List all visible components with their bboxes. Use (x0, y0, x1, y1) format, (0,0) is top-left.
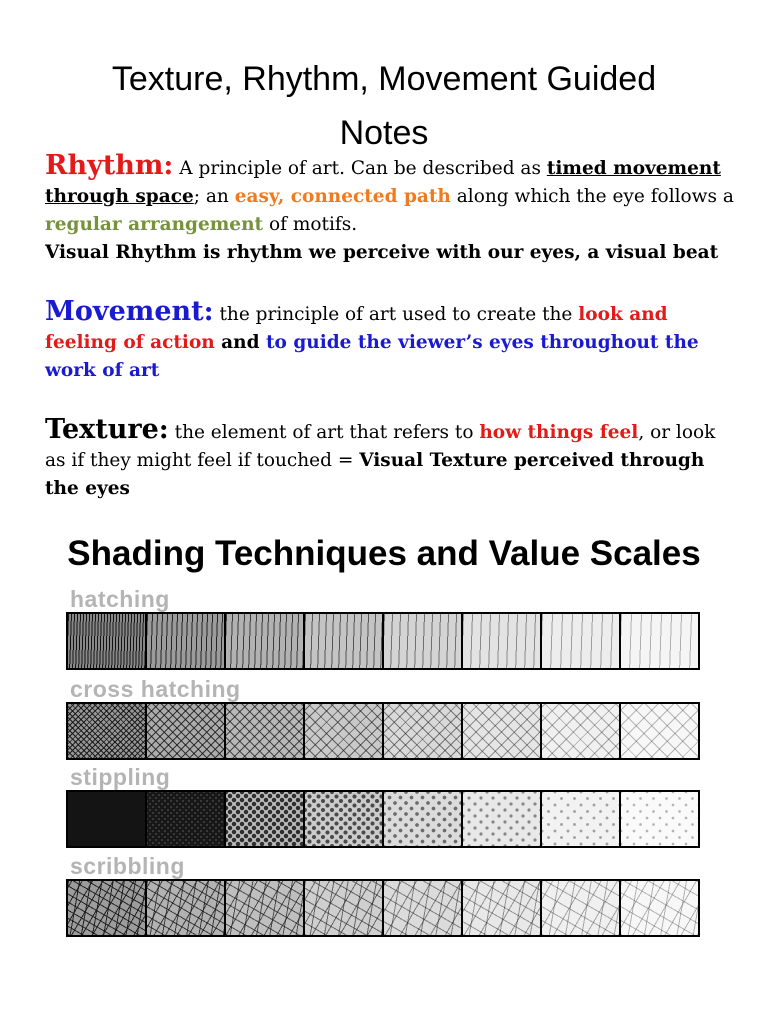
value-swatch (305, 792, 384, 846)
value-swatch (384, 614, 463, 668)
rhythm-text-2: ; an (193, 186, 235, 207)
visual-rhythm: Visual Rhythm is rhythm we perceive with our eyes, a visual beat (45, 242, 719, 263)
rhythm-text-3: along which the eye follows a (450, 186, 734, 207)
movement-definition (45, 298, 735, 385)
title-line-1: Texture, Rhythm, Movement Guided (111, 60, 657, 98)
texture-text-1: the element of art that refers to (168, 422, 480, 443)
title-line-2: Notes (339, 114, 429, 152)
value-swatch (384, 704, 463, 758)
texture-bold: Visual Texture perceived through the eyes (45, 450, 705, 499)
value-swatch (68, 704, 147, 758)
stippling-scale (66, 790, 700, 848)
value-swatch (147, 614, 226, 668)
rhythm-green: regular arrangement (45, 214, 264, 235)
movement-term: Movement: (45, 296, 214, 327)
rhythm-term: Rhythm: (45, 150, 174, 181)
shading-title: Shading Techniques and Value Scales (67, 534, 701, 573)
value-swatch (542, 881, 621, 935)
value-swatch (463, 614, 542, 668)
texture-red: how things feel (479, 422, 639, 443)
value-swatch (621, 704, 698, 758)
stippling-label: stippling (70, 764, 171, 790)
value-swatch (68, 614, 147, 668)
value-swatch (147, 792, 226, 846)
value-swatch (305, 704, 384, 758)
texture-definition (45, 416, 735, 503)
value-swatch (621, 792, 698, 846)
value-swatch (68, 881, 147, 935)
value-swatch (147, 704, 226, 758)
value-swatch (463, 881, 542, 935)
scribbling-scale (66, 879, 700, 937)
value-swatch (384, 792, 463, 846)
movement-text-2: and (214, 332, 266, 353)
value-swatch (226, 881, 305, 935)
cross-hatching-scale (66, 702, 700, 760)
value-swatch (226, 614, 305, 668)
value-swatch (226, 704, 305, 758)
value-swatch (542, 704, 621, 758)
value-swatch (147, 881, 226, 935)
texture-term: Texture: (45, 414, 169, 445)
movement-blue: to guide the viewer’s eyes throughout the work of art (45, 332, 699, 381)
value-swatch (463, 792, 542, 846)
value-swatch (542, 614, 621, 668)
rhythm-text-1: A principle of art. Can be described as (173, 158, 547, 179)
rhythm-underlined: timed movement through space (45, 158, 721, 207)
page-title (0, 52, 768, 160)
hatching-scale (66, 612, 700, 670)
movement-text-1: the principle of art used to create the (213, 304, 579, 325)
value-swatch (621, 881, 698, 935)
hatching-label: hatching (70, 586, 170, 612)
cross-hatching-label: cross hatching (70, 676, 241, 702)
rhythm-text-4: of motifs. (263, 214, 358, 235)
value-swatch (463, 704, 542, 758)
rhythm-definition (45, 152, 735, 267)
texture-text-2: , or look as if they might feel if touched = (45, 422, 716, 471)
movement-red: look and feeling of action (45, 304, 668, 353)
value-swatch (305, 881, 384, 935)
value-swatch (68, 792, 147, 846)
value-swatch (305, 614, 384, 668)
rhythm-orange: easy, connected path (234, 186, 451, 207)
value-swatch (621, 614, 698, 668)
value-swatch (542, 792, 621, 846)
value-swatch (384, 881, 463, 935)
value-swatch (226, 792, 305, 846)
scribbling-label: scribbling (70, 853, 185, 879)
